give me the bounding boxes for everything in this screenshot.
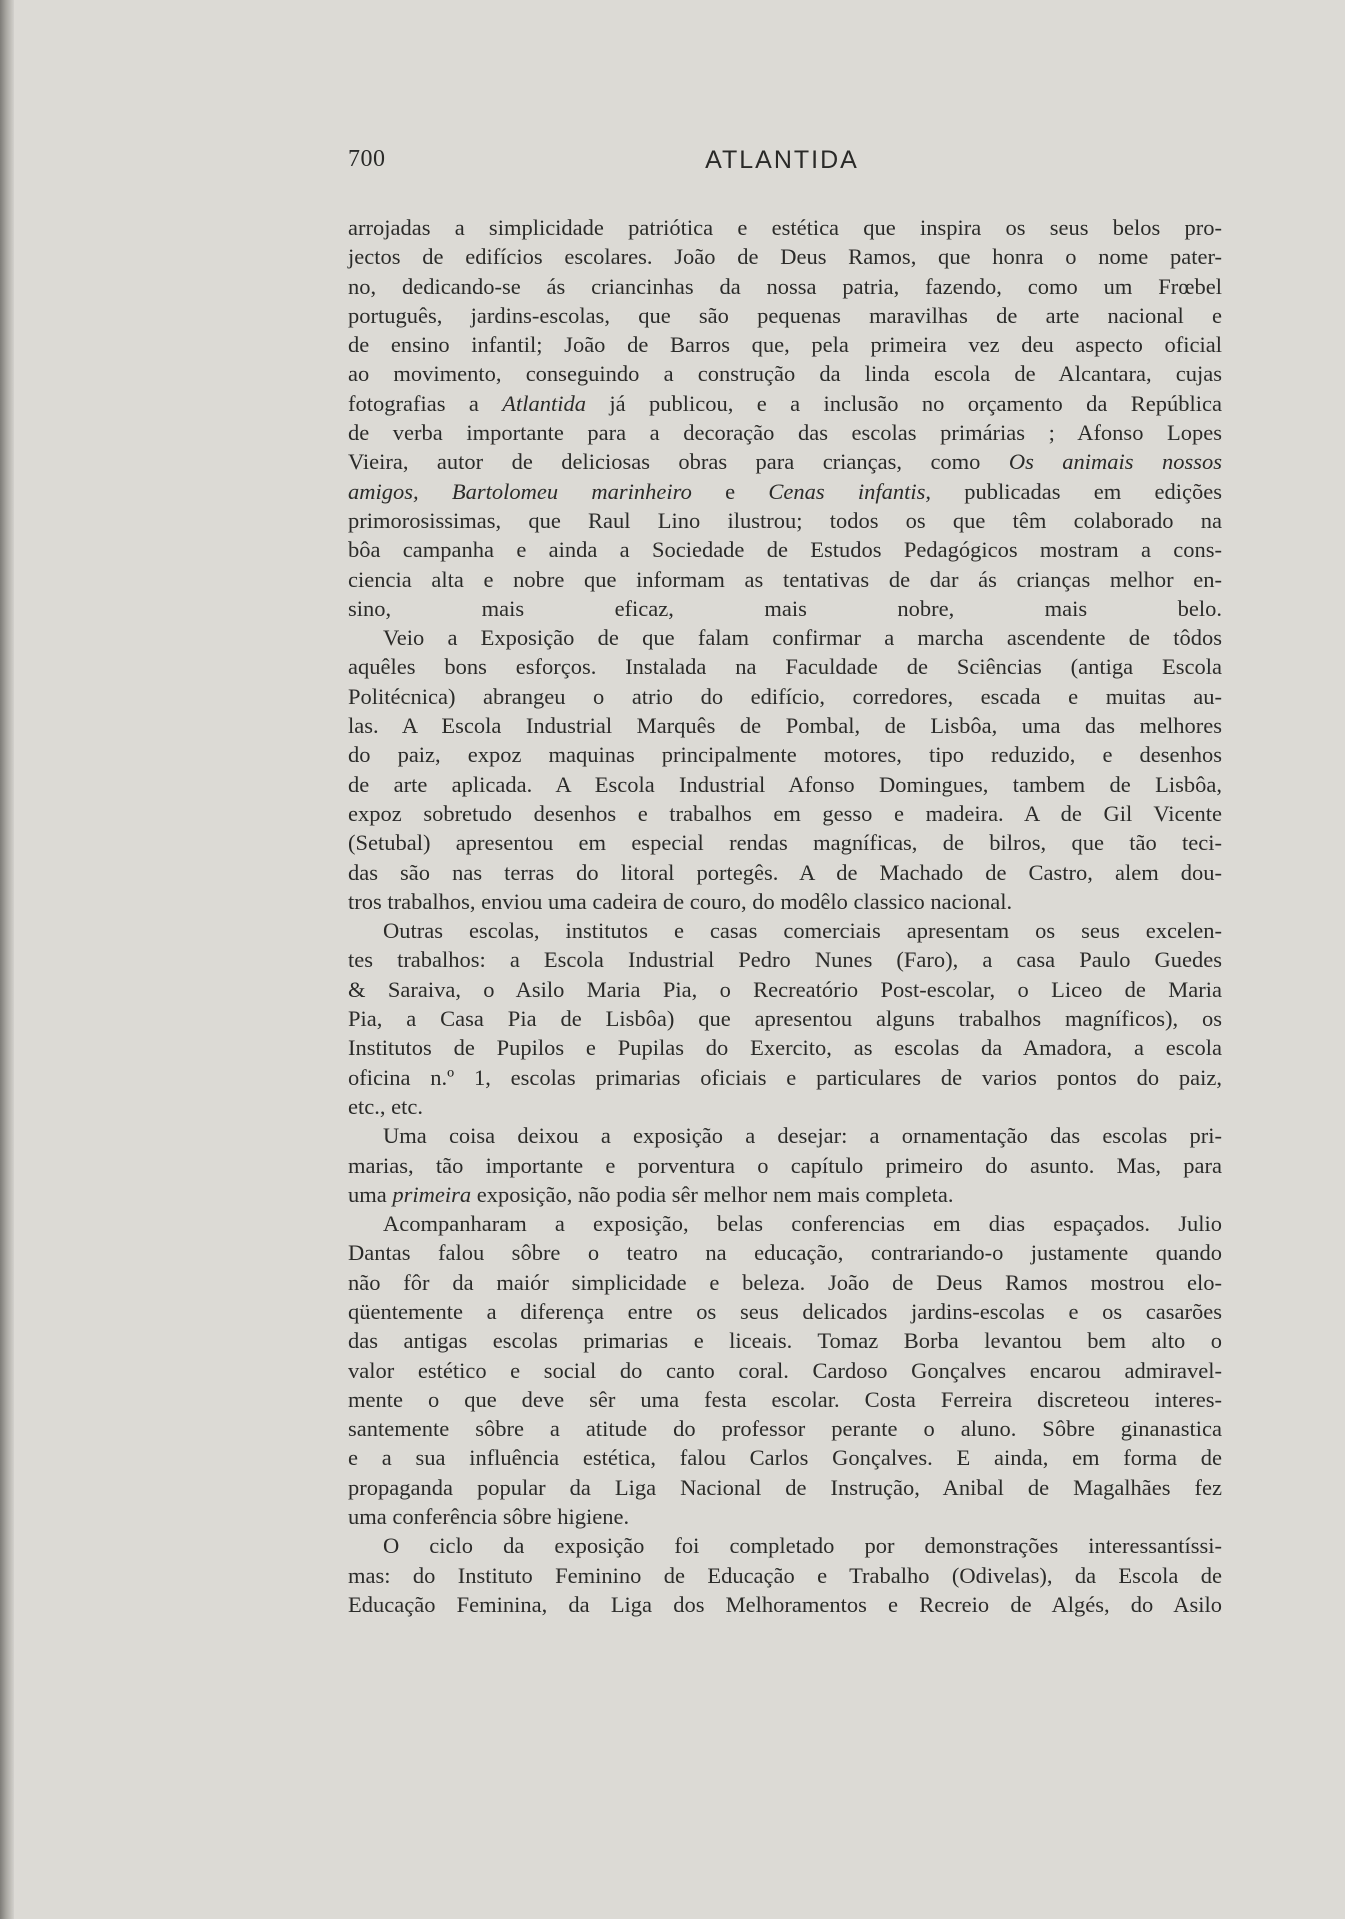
text-line — [348, 1385, 1222, 1414]
text-line — [348, 770, 1222, 799]
article-body — [348, 213, 1222, 1619]
text-segment: bôa campanha e ainda a Sociedade de Estudos Pedagógicos mostram a cons- — [348, 537, 1222, 563]
text-segment: no, dedicando-se ás criancinhas da nossa patria, fazendo, como um Frœbel — [348, 273, 1222, 299]
text-segment: Politécnica) abrangeu o atrio do edifício, corredores, escada e muitas au- — [348, 683, 1222, 709]
text-line — [348, 1473, 1222, 1502]
text-segment: português, jardins-escolas, que são pequenas maravilhas de arte nacional e — [348, 302, 1222, 328]
text-segment: marias, tão importante e porventura o capítulo primeiro do asunto. Mas, para — [348, 1152, 1222, 1178]
text-line — [348, 389, 1222, 418]
text-segment: publicadas em edições — [931, 478, 1222, 504]
text-segment: do paiz, expoz maquinas principalmente motores, tipo reduzido, e desenhos — [348, 742, 1222, 768]
text-segment: exposição, não podia sêr melhor nem mais completa. — [471, 1181, 954, 1207]
text-segment: Veio a Exposição de que falam confirmar a marcha ascendente de tôdos — [383, 625, 1222, 651]
text-line — [348, 682, 1222, 711]
text-line — [348, 301, 1222, 330]
text-line — [348, 1326, 1222, 1355]
page-header — [348, 146, 1216, 180]
text-line — [348, 506, 1222, 535]
text-line — [348, 916, 1222, 945]
text-segment: ciencia alta e nobre que informam as tentativas de dar ás crianças melhor en- — [348, 566, 1222, 592]
text-segment: jectos de edifícios escolares. João de Deus Ramos, que honra o nome pater- — [348, 244, 1222, 270]
paragraph — [348, 1121, 1222, 1209]
italic-title-text: primeira — [392, 1181, 472, 1207]
binding-edge — [0, 0, 14, 1919]
text-line — [348, 1502, 1222, 1531]
text-line — [348, 887, 1222, 916]
text-line — [348, 1180, 1222, 1209]
text-segment: Outras escolas, institutos e casas comerciais apresentam os seus excelen- — [383, 918, 1222, 944]
text-line — [348, 213, 1222, 242]
text-segment: valor estético e social do canto coral. Cardoso Gonçalves encarou admiravel- — [348, 1357, 1222, 1383]
text-line — [348, 1443, 1222, 1472]
text-line — [348, 1590, 1222, 1619]
text-line — [348, 1268, 1222, 1297]
text-line — [348, 1121, 1222, 1150]
text-segment: primorosissimas, que Raul Lino ilustrou; todos os que têm colaborado na — [348, 507, 1222, 533]
text-line — [348, 1151, 1222, 1180]
text-segment: Institutos de Pupilos e Pupilas do Exercito, as escolas da Amadora, a escola — [348, 1035, 1222, 1061]
italic-title-text: amigos, Bartolomeu marinheiro — [348, 478, 692, 504]
italic-title-text: Os animais nossos — [1008, 449, 1222, 475]
text-line — [348, 359, 1222, 388]
text-line — [348, 1063, 1222, 1092]
text-segment: (Setubal) apresentou em especial rendas magníficas, de bilros, que tão teci- — [348, 830, 1222, 856]
text-segment: tes trabalhos: a Escola Industrial Pedro Nunes (Faro), a casa Paulo Guedes — [348, 947, 1222, 973]
text-line — [348, 1561, 1222, 1590]
paragraph — [348, 916, 1222, 1121]
text-line — [348, 565, 1222, 594]
text-line — [348, 1209, 1222, 1238]
text-segment: oficina n.º 1, escolas primarias oficiais e particulares de varios pontos do paiz, — [348, 1064, 1222, 1090]
text-segment: mente o que deve sêr uma festa escolar. Costa Ferreira discreteou interes- — [348, 1386, 1222, 1412]
page-number: 700 — [348, 146, 386, 172]
text-segment: e — [691, 478, 769, 504]
text-line — [348, 623, 1222, 652]
text-line — [348, 858, 1222, 887]
text-line — [348, 242, 1222, 271]
italic-title-text: Atlantida — [502, 390, 586, 416]
text-segment: tros trabalhos, enviou uma cadeira de couro, do modêlo classico nacional. — [348, 888, 1013, 914]
text-segment: santemente sôbre a atitude do professor perante o aluno. Sôbre ginanastica — [348, 1416, 1222, 1442]
text-line — [348, 477, 1222, 506]
text-segment: arrojadas a simplicidade patriótica e estética que inspira os seus belos pro- — [348, 215, 1222, 240]
text-line — [348, 945, 1222, 974]
text-line — [348, 828, 1222, 857]
text-segment: Educação Feminina, da Liga dos Melhoramentos e Recreio de Algés, do Asilo — [348, 1591, 1222, 1617]
text-line — [348, 652, 1222, 681]
text-segment: fotografias a — [348, 390, 503, 416]
text-line — [348, 1092, 1222, 1121]
text-segment: já publicou, e a inclusão no orçamento da República — [585, 390, 1222, 416]
paragraph — [348, 1531, 1222, 1619]
text-line — [348, 1238, 1222, 1267]
text-line — [348, 418, 1222, 447]
text-segment: las. A Escola Industrial Marquês de Pombal, de Lisbôa, uma das melhores — [348, 713, 1222, 739]
text-line — [348, 1414, 1222, 1443]
text-line — [348, 1531, 1222, 1560]
text-line — [348, 330, 1222, 359]
text-line — [348, 975, 1222, 1004]
text-line — [348, 1356, 1222, 1385]
text-segment: aquêles bons esforços. Instalada na Faculdade de Sciências (antiga Escola — [348, 654, 1222, 680]
text-segment: Dantas falou sôbre o teatro na educação, contrariando-o justamente quando — [348, 1240, 1222, 1266]
text-segment: O ciclo da exposição foi completado por demonstrações interessantíssi- — [383, 1533, 1222, 1559]
text-segment: de arte aplicada. A Escola Industrial Afonso Domingues, tambem de Lisbôa, — [348, 771, 1222, 797]
paragraph — [348, 623, 1222, 916]
text-line — [348, 740, 1222, 769]
text-segment: uma conferência sôbre higiene. — [348, 1504, 630, 1530]
paragraph — [348, 1209, 1222, 1531]
italic-title-text: Cenas infantis, — [768, 478, 932, 504]
text-line — [348, 272, 1222, 301]
text-line — [348, 799, 1222, 828]
text-line — [348, 594, 1222, 623]
text-line — [348, 535, 1222, 564]
text-segment: das antigas escolas primarias e liceais. Tomaz Borba levantou bem alto o — [348, 1328, 1222, 1354]
text-line — [348, 1033, 1222, 1062]
text-segment: & Saraiva, o Asilo Maria Pia, o Recreatório Post-escolar, o Liceo de Maria — [348, 976, 1222, 1002]
text-segment: de verba importante para a decoração das escolas primárias ; Afonso Lopes — [348, 420, 1222, 446]
text-segment: expoz sobretudo desenhos e trabalhos em gesso e madeira. A de Gil Vicente — [348, 800, 1222, 826]
running-title: ATLANTIDA — [705, 146, 859, 174]
text-segment: não fôr da maiór simplicidade e beleza. João de Deus Ramos mostrou elo- — [348, 1269, 1222, 1295]
text-segment: mas: do Instituto Feminino de Educação e Trabalho (Odivelas), da Escola de — [348, 1562, 1222, 1588]
text-segment: etc., etc. — [348, 1093, 423, 1119]
text-segment: das são nas terras do litoral portegês. A de Machado de Castro, alem dou- — [348, 859, 1222, 885]
text-segment: e a sua influência estética, falou Carlos Gonçalves. E ainda, em forma de — [348, 1445, 1222, 1471]
text-segment: qüentemente a diferença entre os seus delicados jardins-escolas e os casarões — [348, 1298, 1222, 1324]
text-line — [348, 1297, 1222, 1326]
text-segment: de ensino infantil; João de Barros que, pela primeira vez deu aspecto oficial — [348, 332, 1222, 358]
text-line — [348, 711, 1222, 740]
text-segment: uma — [348, 1181, 393, 1207]
text-segment: Pia, a Casa Pia de Lisbôa) que apresentou alguns trabalhos magníficos), os — [348, 1006, 1222, 1032]
text-segment: Uma coisa deixou a exposição a desejar: a ornamentação das escolas pri- — [383, 1123, 1222, 1149]
text-segment: Acompanharam a exposição, belas conferencias em dias espaçados. Julio — [383, 1211, 1222, 1237]
paragraph — [348, 213, 1222, 623]
text-line — [348, 1004, 1222, 1033]
text-segment: sino, mais eficaz, mais nobre, mais belo. — [348, 595, 1222, 621]
text-segment: ao movimento, conseguindo a construção da linda escola de Alcantara, cujas — [348, 361, 1222, 387]
text-segment: propaganda popular da Liga Nacional de Instrução, Anibal de Magalhães fez — [348, 1474, 1222, 1500]
text-line — [348, 447, 1222, 476]
text-segment: Vieira, autor de deliciosas obras para crianças, como — [348, 449, 1009, 475]
